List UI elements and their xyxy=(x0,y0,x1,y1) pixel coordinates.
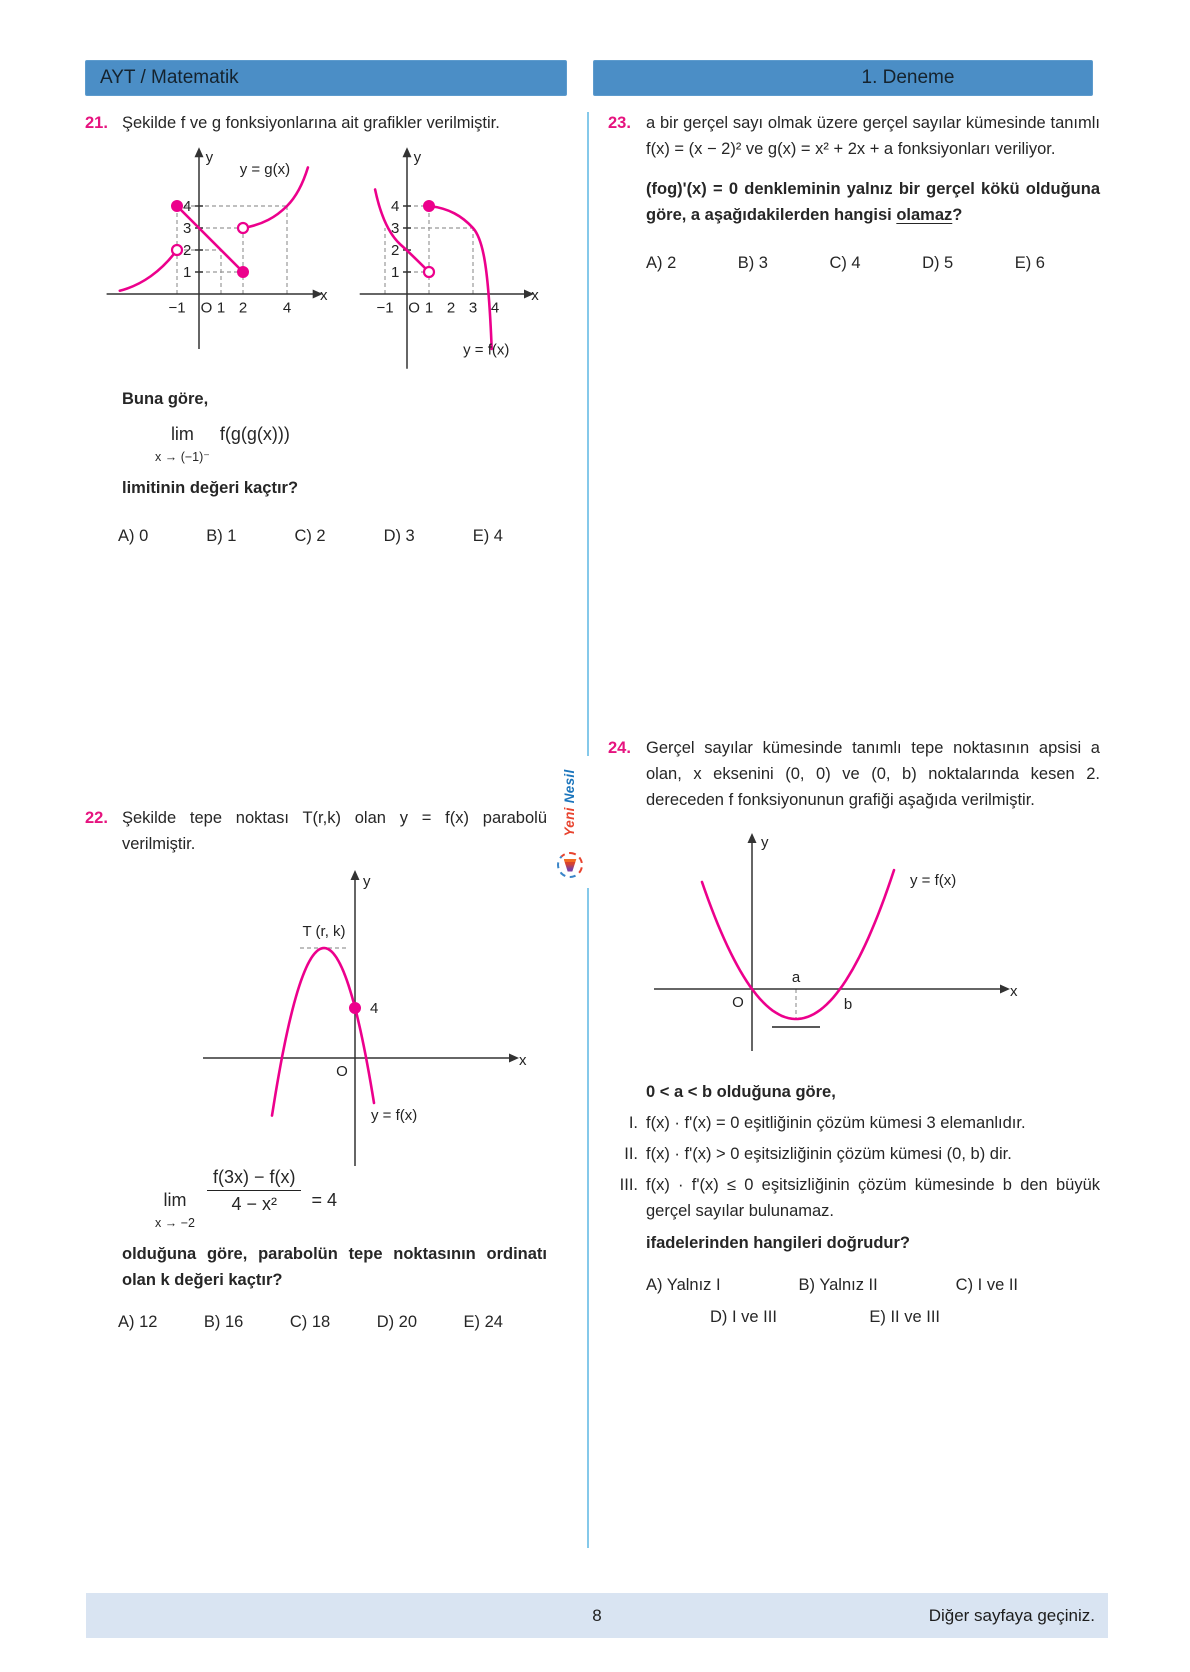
figure-graph-f-icon xyxy=(337,142,551,376)
header-exam-bar xyxy=(593,60,1093,96)
svg-text:2: 2 xyxy=(390,242,400,259)
question-24-options-row2 xyxy=(710,1304,940,1330)
option-c: C) 4 xyxy=(829,254,861,272)
statement-2-numeral: II. xyxy=(624,1145,638,1163)
question-21-number: 21. xyxy=(85,114,108,132)
svg-text:O: O xyxy=(732,994,744,1011)
svg-text:O: O xyxy=(200,299,213,317)
question-24 xyxy=(600,735,1100,1330)
question-23-number: 23. xyxy=(608,114,631,132)
page-number: 8 xyxy=(592,1606,602,1625)
svg-text:4: 4 xyxy=(390,198,400,215)
svg-text:O: O xyxy=(336,1063,348,1080)
header-subject-bar xyxy=(85,60,567,96)
fraction xyxy=(207,1167,302,1214)
svg-text:1: 1 xyxy=(216,299,226,317)
question-22-figure xyxy=(185,863,547,1178)
equals-value: = 4 xyxy=(311,1190,337,1210)
question-23 xyxy=(600,110,1100,276)
svg-text:T (r, k): T (r, k) xyxy=(302,923,346,940)
svg-text:1: 1 xyxy=(182,264,192,281)
statement-1 xyxy=(614,1110,1100,1136)
svg-text:y: y xyxy=(363,873,371,890)
svg-text:x: x xyxy=(1010,983,1018,1000)
statement-1-numeral: I. xyxy=(628,1114,638,1132)
limit-subscript: x → −2 xyxy=(155,1216,195,1230)
question-23-options xyxy=(646,250,1045,276)
limit-op: lim xyxy=(163,1190,187,1210)
svg-text:4: 4 xyxy=(370,1000,379,1017)
question-24-options-row1 xyxy=(646,1272,1018,1298)
limit-op: lim xyxy=(170,424,194,444)
question-23-intro: a bir gerçel sayı olmak üzere gerçel sayılar kümesinde tanımlı f(x) = (x − 2)² ve g(x) = x² + 2x + a fonksiyonları veriliyor. xyxy=(646,114,1100,158)
question-21-figures xyxy=(99,142,547,376)
svg-text:x: x xyxy=(519,1052,527,1069)
svg-text:4: 4 xyxy=(282,299,292,317)
svg-text:−1: −1 xyxy=(168,299,186,317)
header-exam-label: 1. Deneme xyxy=(861,67,955,88)
svg-text:3: 3 xyxy=(390,220,400,237)
fraction-denominator: 4 − x² xyxy=(231,1194,277,1214)
option-c: C) 18 xyxy=(289,1313,331,1331)
svg-text:y = f(x): y = f(x) xyxy=(910,872,957,889)
option-e: E) 24 xyxy=(463,1313,503,1331)
svg-text:y = g(x): y = g(x) xyxy=(239,161,291,179)
question-22-options xyxy=(118,1309,503,1335)
question-22-intro: Şekilde tepe noktası T(r,k) olan y = f(x) parabolü verilmiştir. xyxy=(122,809,547,853)
svg-text:−1: −1 xyxy=(376,299,394,317)
option-d: D) I ve III xyxy=(710,1308,777,1326)
underlined-word: olamaz xyxy=(896,206,953,224)
svg-text:2: 2 xyxy=(238,299,248,317)
svg-text:4: 4 xyxy=(490,299,500,317)
option-d: D) 20 xyxy=(376,1313,418,1331)
publisher-badge xyxy=(548,756,592,888)
question-21-lead: Buna göre, xyxy=(122,390,209,408)
svg-text:1: 1 xyxy=(390,264,400,281)
svg-text:2: 2 xyxy=(182,242,192,259)
svg-text:x: x xyxy=(531,287,539,305)
svg-text:y = f(x): y = f(x) xyxy=(463,341,510,359)
svg-text:y: y xyxy=(761,834,769,851)
option-c: C) 2 xyxy=(294,527,326,545)
svg-text:2: 2 xyxy=(446,299,456,317)
question-22-limit-formula xyxy=(155,1167,547,1233)
svg-text:O: O xyxy=(408,299,420,317)
svg-text:4: 4 xyxy=(182,198,192,215)
figure-graph-g-icon xyxy=(99,142,337,356)
statement-2 xyxy=(614,1141,1100,1167)
fraction-numerator: f(3x) − f(x) xyxy=(207,1167,302,1191)
question-23-question xyxy=(646,176,1100,228)
option-e: E) 6 xyxy=(1014,254,1045,272)
option-b: B) 16 xyxy=(203,1313,244,1331)
badge-word-nesil: Nesil xyxy=(562,769,577,804)
question-22-number: 22. xyxy=(85,809,108,827)
svg-text:y = f(x): y = f(x) xyxy=(371,1107,418,1124)
svg-text:1: 1 xyxy=(424,299,434,317)
option-a: A) 0 xyxy=(118,527,149,545)
badge-word-yeni: Yeni xyxy=(562,803,577,837)
question-21-options xyxy=(118,523,503,549)
svg-text:b: b xyxy=(843,996,853,1013)
option-d: D) 3 xyxy=(383,527,415,545)
svg-text:a: a xyxy=(791,969,801,986)
statement-1-text: f(x) · f'(x) = 0 eşitliğinin çözüm kümesi 3 elemanlıdır. xyxy=(646,1114,1026,1132)
footer-bar xyxy=(86,1593,1108,1638)
svg-text:x: x xyxy=(320,287,328,305)
option-e: E) 4 xyxy=(472,527,503,545)
svg-text:y: y xyxy=(205,149,214,166)
limit-subscript: x → (−1)⁻ xyxy=(155,450,210,464)
limit-operator-block xyxy=(155,1190,195,1233)
question-21-limit-formula xyxy=(155,424,547,467)
svg-text:y: y xyxy=(413,149,422,166)
option-a: A) 2 xyxy=(646,254,677,272)
next-page-note: Diğer sayfaya geçiniz. xyxy=(928,1606,1095,1625)
option-b: B) Yalnız II xyxy=(798,1276,878,1294)
question-24-figure xyxy=(640,821,1100,1073)
question-22-question: olduğuna göre, parabolün tepe noktasının ordinatı olan k değeri kaçtır? xyxy=(122,1245,547,1289)
option-a: A) Yalnız I xyxy=(646,1276,721,1294)
svg-text:3: 3 xyxy=(182,220,192,237)
limit-operator-block xyxy=(155,424,210,467)
option-e: E) II ve III xyxy=(869,1308,940,1326)
option-b: B) 3 xyxy=(737,254,768,272)
statement-2-text: f(x) · f'(x) > 0 eşitsizliğinin çözüm kümesi (0, b) dir. xyxy=(646,1145,1012,1163)
question-24-lead: 0 < a < b olduğuna göre, xyxy=(646,1083,836,1101)
statement-3-text: f(x) · f'(x) ≤ 0 eşitsizliğinin çözüm kümesinde b den büyük gerçel sayılar bulunamaz. xyxy=(646,1176,1100,1220)
question-22 xyxy=(85,805,547,1335)
question-24-intro: Gerçel sayılar kümesinde tanımlı tepe noktasının apsisi a olan, x eksenini (0, 0) ve (0, b) noktalarında kesen 2. dereceden f fonksiyonunun grafiği aşağıda verilmiştir. xyxy=(646,739,1100,809)
option-a: A) 12 xyxy=(118,1313,158,1331)
limit-expression: f(g(g(x))) xyxy=(219,424,290,444)
question-21-question: limitinin değeri kaçtır? xyxy=(122,479,299,497)
question-23-bold-text: (fog)'(x) = 0 denkleminin yalnız bir gerçel kökü olduğuna göre, a aşağıdakilerden hangisi xyxy=(646,180,1100,224)
question-mark: ? xyxy=(952,206,963,224)
option-b: B) 1 xyxy=(206,527,237,545)
publisher-badge-label xyxy=(548,756,592,850)
question-24-number: 24. xyxy=(608,739,631,757)
figure-upward-parabola-icon xyxy=(640,821,1030,1073)
statement-3-numeral: III. xyxy=(619,1176,638,1194)
question-24-question: ifadelerinden hangileri doğrudur? xyxy=(646,1234,911,1252)
option-d: D) 5 xyxy=(922,254,954,272)
publisher-logo-icon xyxy=(557,852,583,878)
svg-text:3: 3 xyxy=(468,299,478,317)
statement-3 xyxy=(614,1172,1100,1224)
header-subject-label: AYT / Matematik xyxy=(100,67,239,88)
option-c: C) I ve II xyxy=(955,1276,1018,1294)
figure-parabola-vertex-T-icon xyxy=(185,863,530,1178)
question-21 xyxy=(85,110,547,549)
question-21-intro: Şekilde f ve g fonksiyonlarına ait grafikler verilmiştir. xyxy=(122,114,500,132)
